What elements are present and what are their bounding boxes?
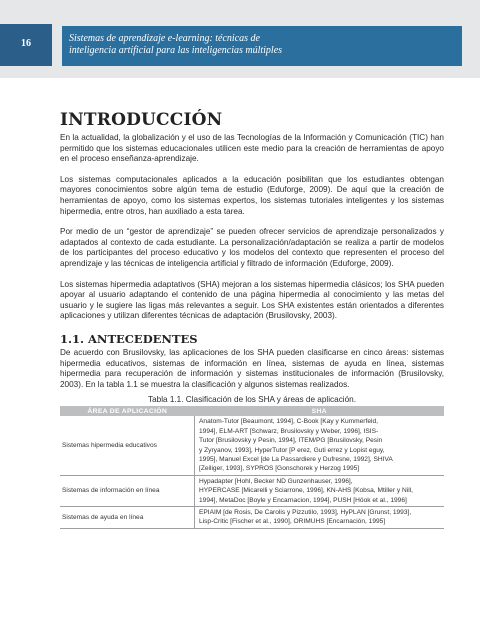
running-title bbox=[62, 26, 462, 66]
page-number: 16 bbox=[0, 24, 52, 66]
cell-area: Sistemas de ayuda en línea bbox=[60, 506, 195, 528]
column-header-sha: SHA bbox=[195, 406, 445, 416]
cell-sha bbox=[195, 506, 445, 528]
sha-line: 1994], ELM-ART [Schwarz, Brusilovsky y Weber, 1996], ISIS- bbox=[199, 427, 379, 435]
intro-paragraph-4: Los sistemas hipermedia adaptativos (SHA) mejoran a los sistemas hipermedia clásicos; los SHA pueden apoyar al usuario adaptando el contenido de una página hipermedia al conocimiento y las metas del usuario y le sugiere las ligas más relevantes a seguir. Los SHA existentes están orientados a diferentes aplicaciones y utilizan diferentes técnicas de adaptación (Brusilovsky, 2003). bbox=[60, 279, 444, 321]
sha-line: HYPERCASE [Micarelli y Sciarrone, 1996], KN-AHS [Kobsa, Mtiller y Nill, bbox=[199, 487, 413, 495]
cell-sha bbox=[195, 475, 445, 506]
section-heading: INTRODUCCIÓN bbox=[60, 110, 223, 130]
intro-paragraph-3: Por medio de un “gestor de aprendizaje” se pueden ofrecer servicios de aprendizaje personalizados y adaptados al contexto de cada estudiante. La personalización/adaptación se realiza a partir de modelos de los participantes del proceso educativo y los modelos del contexto que representen el proceso del aprendizaje y las técnicas de inteligencia artificial y filtrado de información (Eduforge, 2009). bbox=[60, 227, 444, 268]
sha-line: Tutor [Brusilovsky y Pesin, 1994], ITEM/PG [Brusilovsky, Pesin bbox=[199, 437, 383, 445]
table-caption: Tabla 1.1. Clasificación de los SHA y áreas de aplicación. bbox=[148, 395, 356, 405]
column-header-area: ÁREA DE APLICACIÓN bbox=[60, 406, 195, 416]
table-row bbox=[60, 506, 444, 528]
running-title-line-2: inteligencia artificial para las inteligencias múltiples bbox=[69, 45, 283, 56]
cell-sha bbox=[195, 416, 445, 475]
subsection-heading: 1.1. ANTECEDENTES bbox=[60, 331, 198, 346]
table-body bbox=[60, 416, 444, 528]
intro-paragraph-1: En la actualidad, la globalización y el uso de las Tecnologías de la Información y Comunicación (TIC) han permitido que los sistemas educacionales utilicen este medio para la creación de herramientas de apoyo en el proceso enseñanza-aprendizaje. bbox=[60, 133, 444, 164]
sha-line: 1994], MetaDoc [Boyle y Encarnacion, 1994], PUSH [Höok et al., 1996] bbox=[199, 496, 407, 504]
sha-line: [Zeiliger, 1993], SYPROS [Gonschorek y Herzog 1995] bbox=[199, 465, 360, 473]
page-header bbox=[0, 0, 480, 78]
sha-line: EPIAIM [de Rosis, De Carolis y Pizzutilo, 1993], HyPLAN [Grunst, 1993], bbox=[199, 508, 412, 516]
page-body bbox=[60, 110, 444, 529]
cell-area: Sistemas de información en línea bbox=[60, 475, 195, 506]
sha-line: Lisp-Critic [Fischer et al., 1990], ORIMUHS [Encarnación, 1995] bbox=[199, 518, 386, 526]
running-title-line-1: Sistemas de aprendizaje e-learning: técnicas de bbox=[69, 33, 260, 44]
sha-table bbox=[60, 406, 444, 528]
table-row bbox=[60, 416, 444, 475]
table-header-row bbox=[60, 406, 444, 416]
intro-paragraph-2: Los sistemas computacionales aplicados a la educación posibilitan que los estudiantes obtengan mayores conocimientos sobre algún tema de estudio (Eduforge, 2009). De aquí que la creación de herramientas de apoyo, como los sistemas expertos, los sistemas tutoriales inteligentes y los sistemas hipermedia, entre otros, han auxiliado a esta tarea. bbox=[60, 174, 444, 216]
table-row bbox=[60, 475, 444, 506]
sha-line: 1995], Manuel Excel [de La Passardiere y Dufresne, 1992], SHIVA bbox=[199, 455, 393, 463]
sha-line: Anatom-Tutor [Beaumont, 1994], C-Book [Kay y Kummerfeld, bbox=[199, 418, 378, 426]
sha-line: Hypadapter [Hohl, Becker ND Gunzenhauser, 1996], bbox=[199, 477, 353, 485]
antecedentes-paragraph: De acuerdo con Brusilovsky, las aplicaciones de los SHA pueden clasificarse en cinco áreas: sistemas hipermedia educativos, sistemas de información en línea, sistemas de ayuda en línea, sistemas hipermedia para recuperación de información y sistemas institucionales de información (Brusilovsky, 2003). En la tabla 1.1 se muestra la clasificación y algunos sistemas realizados. bbox=[60, 347, 444, 389]
cell-area: Sistemas hipermedia educativos bbox=[60, 416, 195, 475]
sha-line: y Zyryanov, 1993], HyperTutor [P erez, Guti errez y Lopist eguy, bbox=[199, 446, 385, 454]
